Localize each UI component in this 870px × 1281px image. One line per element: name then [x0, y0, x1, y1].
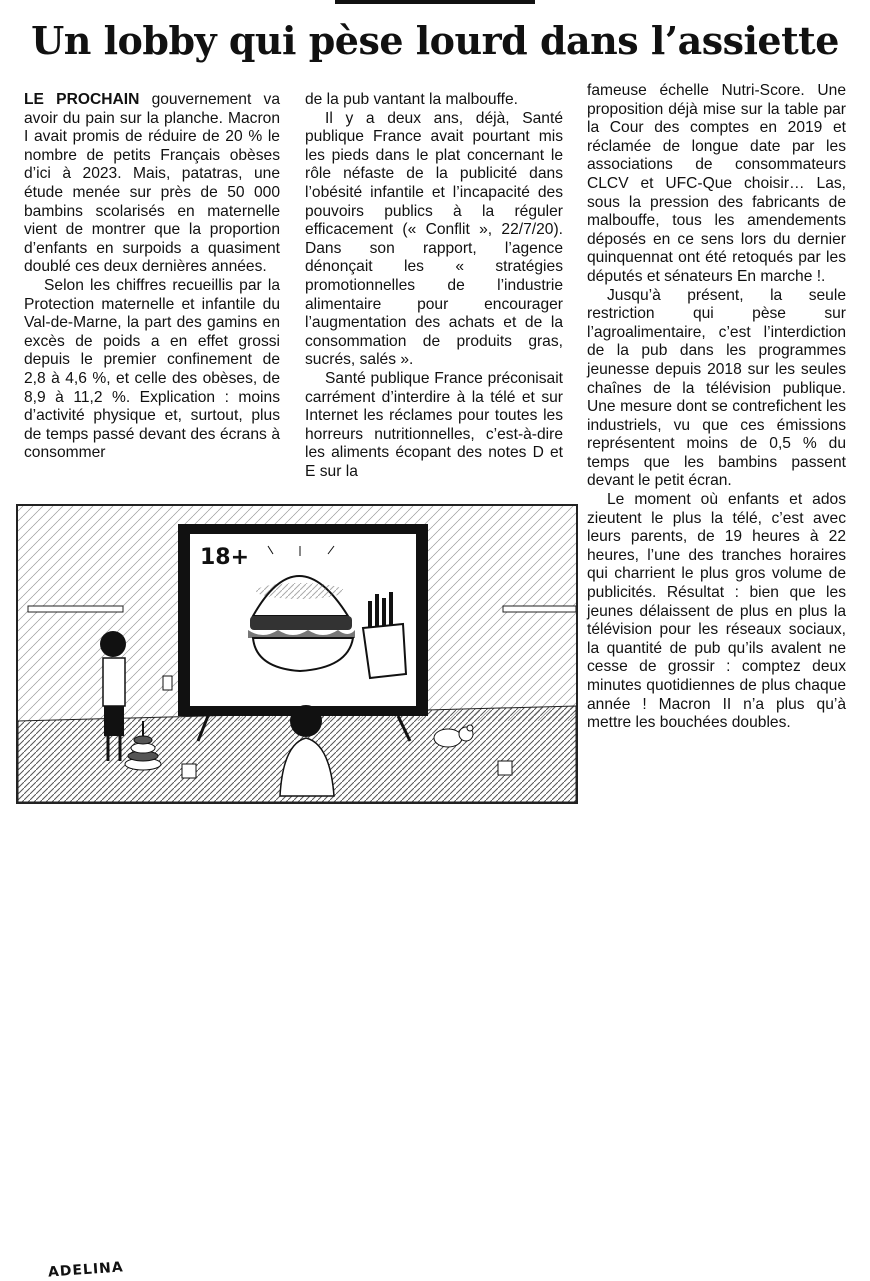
header-rule — [335, 0, 535, 4]
paragraph: Le moment où enfants et ados zieutent le plus la télé, c’est avec leurs parents, de 19 heures à 22 heures, l’une des tranches horaires qui charrient le plus gros volume de publicités. Résultat : bien que les jeunes délaissent de plus en plus la télévision pour les réseaux sociaux, la quantité de pub qu’ils avalent ne cesse de grossir : comptez deux minutes quotidiennes de plus chaque année ! Macron II n’a plus qu’à mettre les bouchées doubles. — [587, 491, 846, 732]
paragraph: Santé publique France préconisait carrément d’interdire à la télé et sur Internet les réclames pour toutes les horreurs nutritionnelles, c’est-à-dire les aliments écopant des notes D et E sur la — [305, 369, 563, 480]
paragraph-text: gouvernement va avoir du pain sur la planche. Macron I avait promis de réduire de 20 % le nombre de petits Français obèses d’ici à 2023. Mais, patatras, une étude menée sur près de 50 000 bambins scolarisés en maternelle vient de montrer que la proportion d’enfants en surpoids a quasiment doublé ces deux dernières années. — [24, 91, 280, 276]
shelf-left — [28, 606, 123, 612]
toy-block-icon — [182, 764, 196, 778]
paragraph — [24, 91, 280, 277]
article-title: Un lobby qui pèse lourd dans l’assiette — [31, 18, 839, 63]
cartoon-illustration — [16, 504, 578, 1281]
text-column-3 — [587, 82, 846, 802]
cartoon-drawing — [18, 506, 576, 802]
paragraph: Il y a deux ans, déjà, Santé publique France avait pourtant mis les pieds dans le plat concernant le rôle néfaste de la publicité dans l’obésité infantile et l’incapacité des pouvoirs publics à la réguler efficacement (« Conflit », 22/7/20). Dans son rapport, l’agence dénonçait les « stratégies promotionnelles de l’industrie alimentaire pour encourager l’augmentation des achats et de la consommation de produits gras, sucrés, salés ». — [305, 109, 563, 369]
rating-label: 18+ — [200, 545, 250, 570]
artist-signature: ADELINA — [47, 1259, 125, 1281]
shelf-right — [503, 606, 576, 612]
toy-block-icon — [498, 761, 512, 775]
text-column-2 — [305, 91, 563, 491]
outlet-icon — [163, 676, 172, 690]
text-column-1 — [24, 91, 280, 491]
lead-word: LE PROCHAIN — [24, 91, 140, 108]
paragraph: fameuse échelle Nutri-Score. Une proposition déjà mise sur la table par la Cour des comptes en 2019 et réclamée de longue date par les associations de consommateurs CLCV et UFC-Que choisir… Las, sous la pression des fabricants de malbouffe, tous les amendements déposés en ce sens lors du dernier quinquennat ont été retoqués par les députés et sénateurs En marche !. — [587, 82, 846, 285]
paragraph: de la pub vantant la malbouffe. — [305, 91, 518, 108]
paragraph: Selon les chiffres recueillis par la Protection maternelle et infantile du Val-de-Marne, la part des gamins en excès de poids a en effet grossi depuis le premier confinement de 2,8 à 4,6 %, et celle des obèses, de 8,9 à 11,2 %. Explication : moins d’activité physique et, surtout, plus de temps passé devant des écrans à consommer — [24, 276, 280, 462]
paragraph: Jusqu’à présent, la seule restriction qui pèse sur l’agroalimentaire, c’est l’interdiction de la pub dans les programmes jeunesse depuis 2018 sur les seules chaînes de la télévision publique. Une mesure dont se contrefichent les industriels, vu que ces émissions représentent moins de 0,5 % du temps que les bambins passent devant le petit écran. — [587, 286, 846, 490]
